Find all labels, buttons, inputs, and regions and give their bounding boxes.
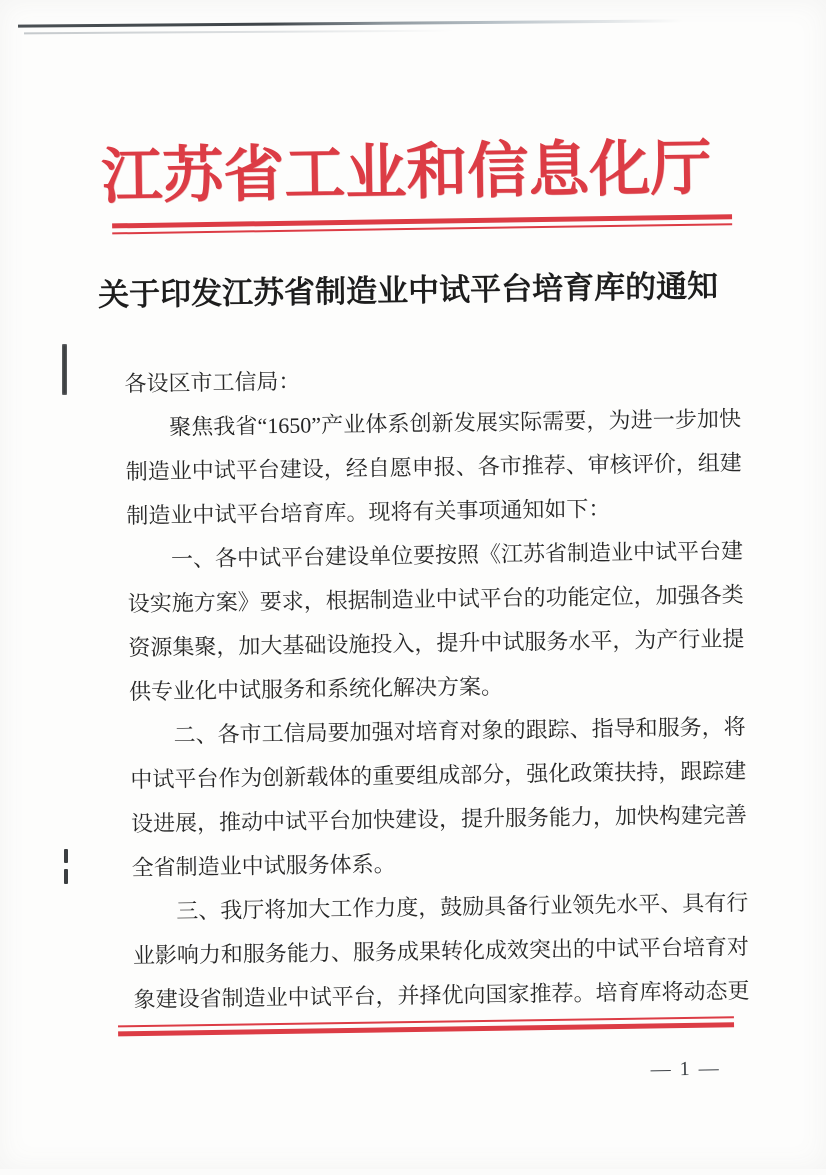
body-paragraph: 一、各中试平台建设单位要按照《江苏省制造业中试平台建设实施方案》要求，根据制造业中试平台的功能定位，加强各类资源集聚，加大基础设施投入，提升中试服务水平，为产行业提供专业化中试服务和系统化解决方案。	[127, 538, 745, 705]
body-paragraph: 二、各市工信局要加强对培育对象的跟踪、指导和服务，将中试平台作为创新载体的重要组成部分，强化政策扶持，跟踪建设进展，推动中试平台加快建设，提升服务能力，加快构建完善全省制造业中试服务体系。	[130, 714, 748, 881]
salutation-line: 各设区市工信局：	[124, 368, 301, 397]
document-title: 关于印发江苏省制造业中试平台培育库的通知	[97, 268, 719, 313]
page-number: — 1 —	[650, 1057, 721, 1081]
body-paragraph: 聚焦我省“1650”产业体系创新发展实际需要，为进一步加快制造业中试平台建设，经自愿申报、各市推荐、审核评价，组建制造业中试平台培育库。现将有关事项通知如下：	[125, 406, 742, 529]
red-double-rule-top	[112, 214, 732, 234]
body-paragraph: 三、我厅将加大工作力度，鼓励具备行业领先水平、具有行业影响力和服务能力、服务成果转化成效突出的中试平台培育对象建设省制造业中试平台，并择优向国家推荐。培育库将动态更	[132, 890, 750, 1013]
document-body	[124, 353, 750, 1022]
agency-letterhead: 江苏省工业和信息化厅	[100, 135, 712, 212]
paragraphs-container	[125, 397, 750, 1022]
